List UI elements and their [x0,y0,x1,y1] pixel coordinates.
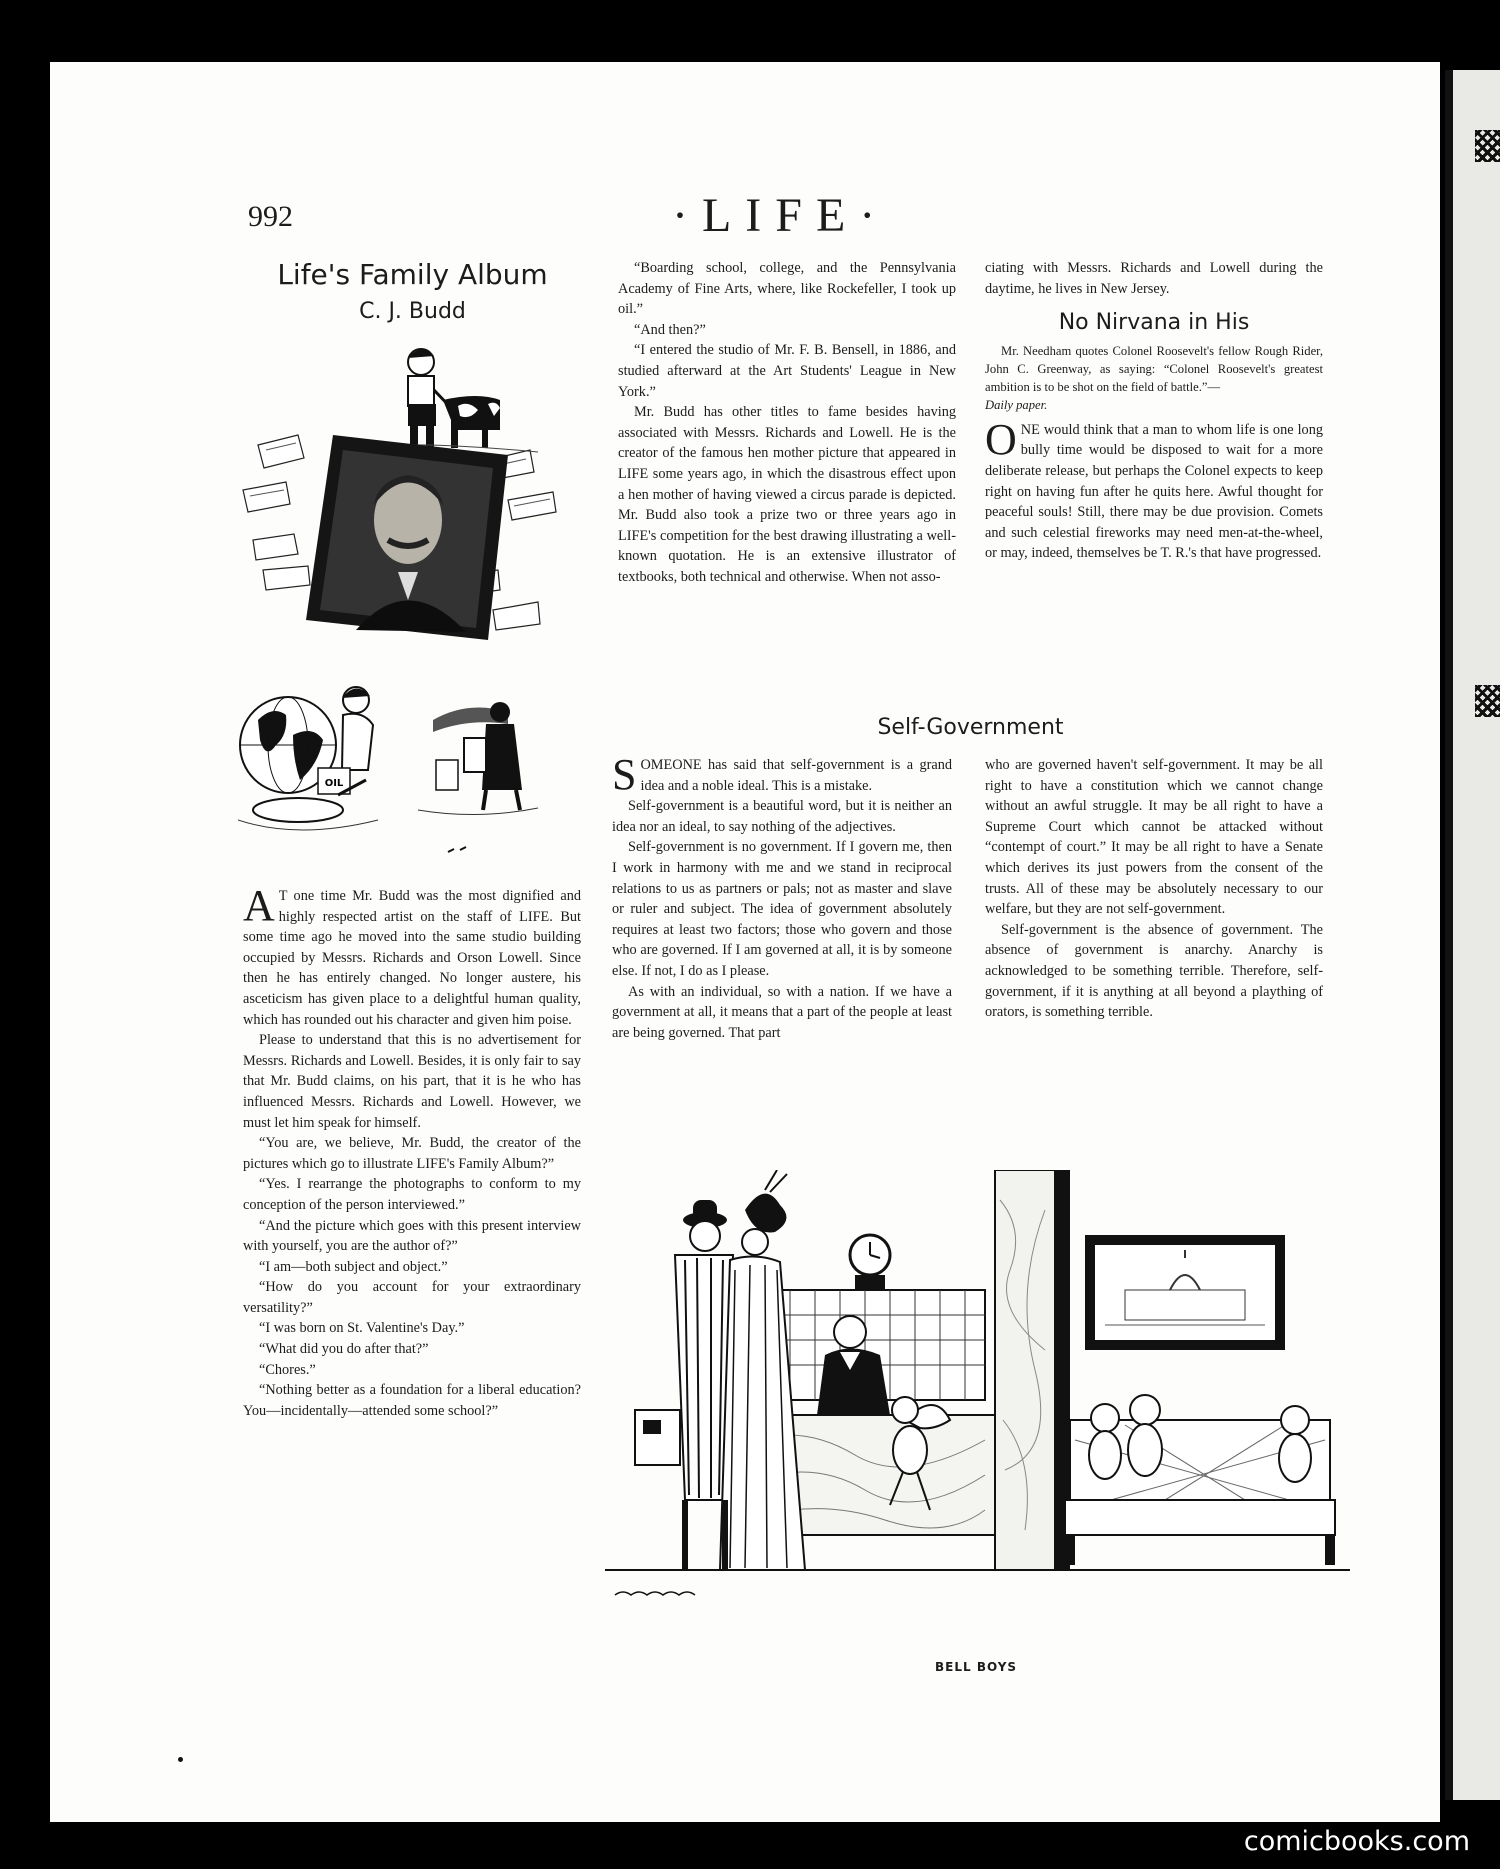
paragraph: “Nothing better as a foundation for a liberal education? You—incidentally—attended some school?” [243,1382,581,1419]
paragraph: Self-government is a beautiful word, but it is neither an idea nor an ideal, to say nothing of the adjectives. [612,798,952,835]
watermark: comicbooks.com [1243,1826,1470,1857]
nirvana-quote: Mr. Needham quotes Colonel Roosevelt's fellow Rough Rider, John C. Greenway, as saying: “Colonel Roosevelt's greatest ambition is to be shot on the field of battle.”— [985,343,1323,394]
self-government-col1 [612,750,952,1043]
family-album-col2 [618,258,956,588]
dropcap: O [985,414,1017,464]
family-album-col1 [243,881,581,1421]
masthead: ·LIFE· [672,189,890,242]
paragraph: OMEONE has said that self-government is a grand idea and a noble ideal. This is a mistake. [640,757,952,794]
paragraph: NE would think that a man to whom life is one long bully time would be disposed to wait for a more deliberate release, but perhaps the Colonel expects to keep right on having fun after he quits here. Awful thought for peaceful souls! Still, there may be due provision. Comets and such celestial fireworks may need men-at-the-wheel, or may, indeed, themselves be T. R.'s that have progressed. [985,421,1323,562]
paragraph: who are governed haven't self-government. It may be all right to have a constitution which we cannot change without an awful struggle. It may be all right to have a Supreme Court which cannot be attacked without “contempt of court.” It may be all right to have a Senate which derives its just powers from the consent of the trusts. All of these may be absolutely necessary to our welfare, but they are not self-government. [985,757,1323,918]
paragraph: “You are, we believe, Mr. Budd, the creator of the pictures which go to illustrate LIFE's Family Album?” [243,1135,581,1172]
article-byline: C. J. Budd [359,299,466,324]
paragraph: Self-government is no government. If I govern me, then I work in harmony with me and we stand in reciprocal relations to us as partners or pals; not as master and slave or ruler and subject. The idea of government absolutely requires at least two factors; those who govern and those who are governed. If I am governed at all, it is by someone else. If not, I do as I please. [612,839,952,979]
paragraph: “I am—both subject and object.” [259,1258,448,1275]
paragraph: ciating with Messrs. Richards and Lowell during the daytime, he lives in New Jersey. [985,260,1323,297]
paragraph: T one time Mr. Budd was the most dignified and highly respected artist on the staff of LIFE. But some time ago he moved into the same studio building occupied by Messrs. Richards and Orson Lowell. Since then he has entirely changed. No longer austere, his asceticism has given place to a delightful human quality, which has rounded out his character and given him poise. [243,888,581,1028]
page-mark [178,1757,183,1762]
bell-boys-illustration [605,1170,1350,1625]
page-number: 992 [248,200,293,233]
self-government-col2 [985,755,1323,1023]
paragraph: “How do you account for your extraordinary versatility?” [243,1279,581,1316]
paragraph: As with an individual, so with a nation. If we have a government at all, it means that a part of the people at least are being governed. That part [612,983,952,1041]
pattern-icon [1475,685,1500,717]
oil-can-label: OIL [324,778,344,789]
paragraph: “And the picture which goes with this present interview with yourself, you are the author of?” [243,1217,581,1255]
nirvana-column [985,258,1323,564]
article-title: Life's Family Album [277,258,548,291]
paragraph: “And then?” [634,321,706,338]
adjacent-page-edge [1445,70,1500,1800]
paragraph: “I was born on St. Valentine's Day.” [259,1320,465,1337]
dropcap: S [612,750,637,799]
paragraph: “I entered the studio of Mr. F. B. Bensell, in 1886, and studied afterward at the Art Students' League in New York.” [618,342,956,400]
paragraph: “Chores.” [259,1361,316,1378]
self-government-title: Self-Government [877,715,1064,740]
paragraph: Mr. Budd has other titles to fame besides having associated with Messrs. Richards and Lowell. He is the creator of the famous hen mother picture that appeared in LIFE some years ago, in which the disastrous effect upon a hen mother of having viewed a circus parade is depicted. Mr. Budd also took a prize two or three years ago in LIFE's competition for the best drawing illustrating a well-known quotation. He is an extensive illustrator of textbooks, both technical and otherwise. When not asso- [618,404,956,585]
paragraph: Self-government is the absence of government. The absence of government is anarchy. Anarchy is acknowledged to be something terrible. Therefore, self-government, if it is anything at all beyond a plaything of orators, is something terrible. [985,921,1323,1021]
paragraph: “What did you do after that?” [259,1341,429,1358]
album-illustration [238,340,583,880]
paragraph: “Yes. I rearrange the photographs to conform to my conception of the person interviewed.” [243,1176,581,1213]
nirvana-title: No Nirvana in His [1058,310,1250,336]
paragraph: “Boarding school, college, and the Pennsylvania Academy of Fine Arts, where, like Rockefeller, I took up oil.” [618,260,956,318]
pattern-icon [1475,130,1500,162]
nirvana-source: Daily paper. [985,397,1048,412]
illustration-caption: BELL BOYS [935,1660,1018,1674]
paragraph: Please to understand that this is no advertisement for Messrs. Richards and Lowell. Besides, it is only fair to say that Mr. Budd claims, on his part, that it is he who has influenced Messrs. Richards and Lowell. However, we must let him speak for himself. [243,1032,581,1131]
dropcap: A [243,881,275,930]
